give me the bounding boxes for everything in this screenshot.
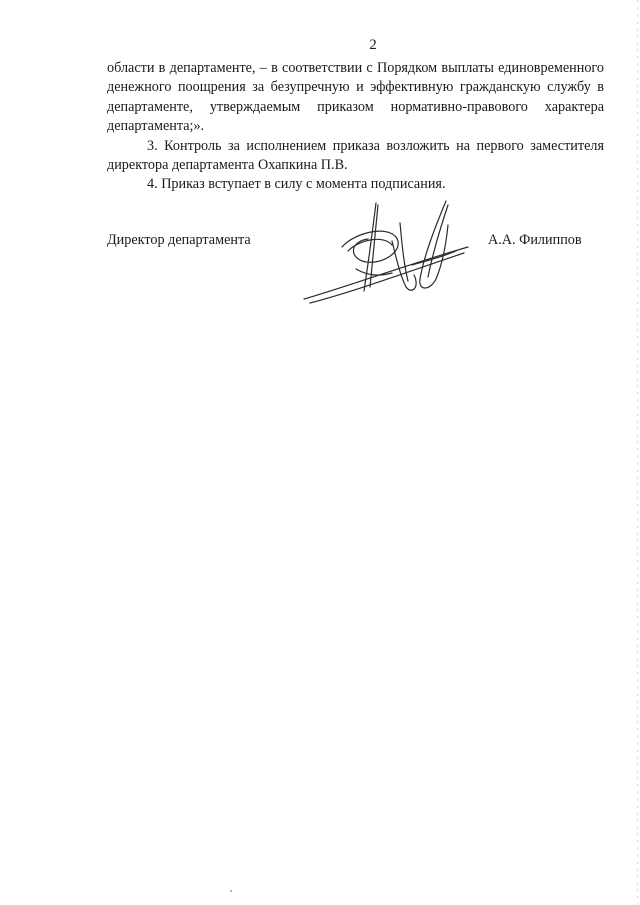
page-number: 2 bbox=[369, 37, 377, 53]
handwritten-signature bbox=[296, 195, 476, 310]
scan-dot-artifact bbox=[230, 890, 232, 892]
scan-edge-artifact bbox=[637, 0, 638, 905]
paragraph-item-3: 3. Контроль за исполнением приказа возложить на первого заместителя директора департамента Охапкина П.В. bbox=[107, 137, 604, 174]
document-body bbox=[107, 59, 604, 195]
paragraph-continuation: области в департаменте, – в соответствии с Порядком выплаты единовременного денежного поощрения за безупречную и эффективную гражданскую службу в департаменте, утверждаемым приказом нормативно-правового характера департамента;». bbox=[107, 60, 604, 135]
signatory-title: Директор департамента bbox=[107, 232, 251, 248]
paragraph-item-4: 4. Приказ вступает в силу с момента подписания. bbox=[147, 176, 446, 193]
signatory-name: А.А. Филиппов bbox=[488, 232, 582, 248]
